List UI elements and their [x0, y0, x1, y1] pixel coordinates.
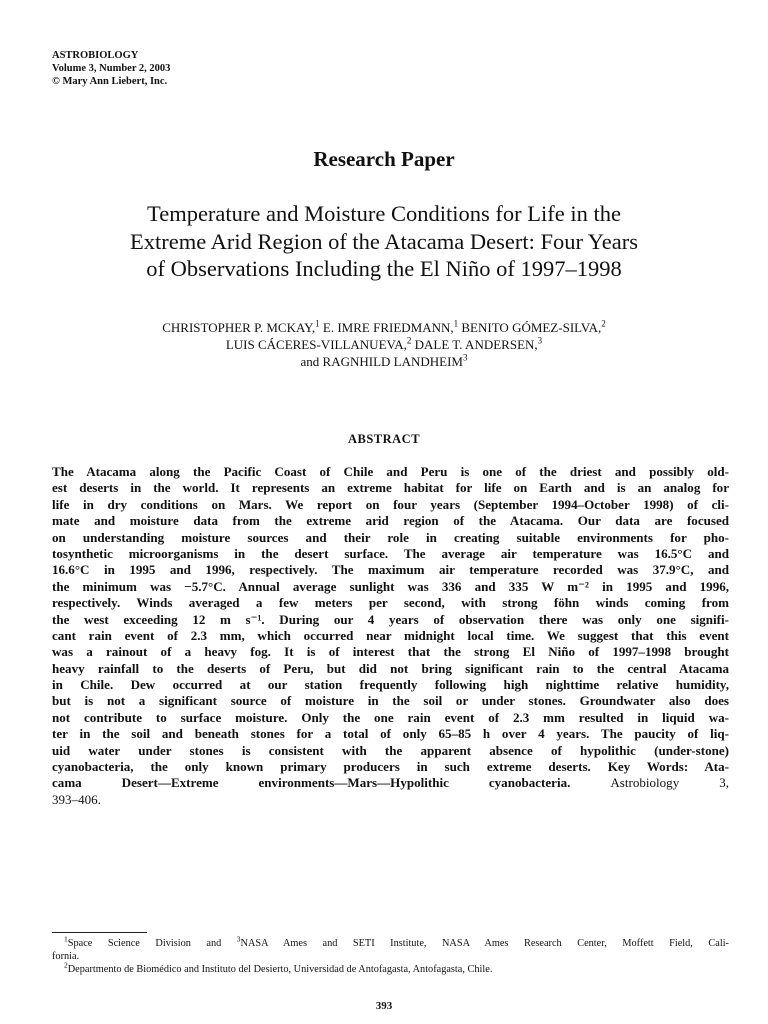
abstract-line: 16.6°C in 1995 and 1996, respectively. The maximum air temperature recorded was 37.9°C, and: [52, 562, 729, 578]
author-line: [40, 353, 728, 370]
footnote-text: NASA Ames and SETI Institute, NASA Ames Research Center, Moffett Field, Cali-: [240, 938, 729, 949]
section-label: Research Paper: [313, 147, 455, 171]
abstract-line: tosynthetic microorganisms in the desert surface. The average air temperature was 16.5°C and: [52, 545, 729, 561]
footnote-text: Departmento de Biomédico and Instituto del Desierto, Universidad de Antofagasta, Antofagasta, Chile.: [67, 964, 493, 976]
journal-copyright: © Mary Ann Liebert, Inc.: [52, 76, 168, 87]
citation-pages: 393–406.: [52, 791, 101, 807]
citation: Astrobiology 3,: [610, 775, 729, 791]
abstract-line: The Atacama along the Pacific Coast of Chile and Peru is one of the driest and possibly old-: [52, 464, 729, 479]
abstract-body: [52, 464, 729, 808]
abstract-line: the minimum was −5.7°C. Annual average sunlight was 336 and 335 W m⁻² in 1995 and 1996,: [52, 578, 729, 594]
author-name: BENITO GÓMEZ-SILVA,: [458, 320, 602, 335]
abstract-line: on understanding moisture sources and their role in creating suitable environments for pho-: [52, 529, 729, 545]
footnote-1: [52, 934, 729, 950]
author-name: LUIS CÁCERES-VILLANUEVA,: [225, 337, 407, 352]
abstract-line: was a rainout of a heavy fog. It is of interest that the strong El Niño of 1997–1998 brought: [52, 644, 729, 660]
abstract-line: cyanobacteria, the only known primary producers in such extreme deserts. Key Words: Ata-: [52, 759, 729, 775]
abstract-heading: ABSTRACT: [347, 432, 421, 446]
journal-volume: Volume 3, Number 2, 2003: [52, 63, 171, 74]
abstract-line: not contribute to surface moisture. Only the one rain event of 2.3 mm resulted in liquid wa-: [52, 709, 729, 725]
title-line: of Observations Including the El Niño of 1997–1998: [146, 256, 622, 281]
author-list: [40, 319, 728, 370]
footnote-marker: 2: [64, 960, 68, 970]
abstract-line: respectively. Winds averaged a few meters per second, with strong föhn winds coming from: [52, 595, 729, 611]
footnote-divider: [52, 932, 147, 933]
abstract-line: but is not a significant source of moisture in the soil or under stones. Groundwater also does: [52, 693, 729, 709]
author-name: DALE T. ANDERSEN,: [411, 337, 538, 352]
affiliation-marker: 2: [601, 318, 606, 329]
abstract-line: heavy rainfall to the deserts of Peru, but did not bring significant rain to the central Atacama: [52, 660, 729, 676]
author-name: E. IMRE FRIEDMANN,: [319, 320, 454, 335]
author-line: [40, 319, 728, 336]
journal-name: ASTROBIOLOGY: [52, 50, 139, 61]
footnote-marker: 3: [236, 934, 241, 944]
abstract-line: ter in the soil and beneath stones for a total of only 65–85 h over 4 years. The paucity of liq-: [52, 726, 729, 742]
affiliation-marker: 2: [406, 335, 412, 346]
author-line: [40, 336, 728, 353]
footnote-2: [52, 960, 729, 976]
footnote-marker: 1: [64, 934, 68, 944]
abstract-line: uid water under stones is consistent with the apparent absence of hypolithic (under-stone): [52, 742, 729, 758]
footnote-1-continued: fornia.: [52, 951, 80, 963]
paper-title: [40, 200, 728, 283]
affiliation-marker: 3: [462, 352, 468, 363]
title-line: Temperature and Moisture Conditions for Life in the: [147, 201, 621, 226]
abstract-line: the west exceeding 12 m s⁻¹. During our 4 years of observation there was only one signifi-: [52, 611, 729, 627]
abstract-line: mate and moisture data from the extreme arid region of the Atacama. Our data are focused: [52, 513, 729, 529]
affiliation-marker: 1: [453, 318, 459, 329]
footnote-text: Space Science Division and: [67, 938, 237, 949]
abstract-line: est deserts in the world. It represents an extreme habitat for life on Earth and is an analog for: [52, 480, 729, 496]
author-name: and RAGNHILD LANDHEIM: [300, 354, 463, 369]
author-name: CHRISTOPHER P. MCKAY,: [162, 320, 316, 335]
journal-info: [52, 49, 170, 88]
abstract-line: cant rain event of 2.3 mm, which occurred near midnight local time. We suggest that this event: [52, 627, 729, 643]
abstract-line: life in dry conditions on Mars. We report on four years (September 1994–October 1998) of cli-: [52, 496, 729, 512]
key-words: cama Desert—Extreme environments—Mars—Hypolithic cyanobacteria.: [52, 775, 571, 791]
title-line: Extreme Arid Region of the Atacama Desert: Four Years: [129, 228, 638, 254]
footnotes: [52, 934, 729, 977]
abstract-line: in Chile. Dew occurred at our station frequently following high nighttime relative humidity,: [52, 677, 729, 693]
page-number: 393: [375, 1000, 393, 1012]
affiliation-marker: 3: [537, 335, 543, 346]
abstract-line: [52, 775, 729, 791]
affiliation-marker: 1: [315, 318, 320, 329]
